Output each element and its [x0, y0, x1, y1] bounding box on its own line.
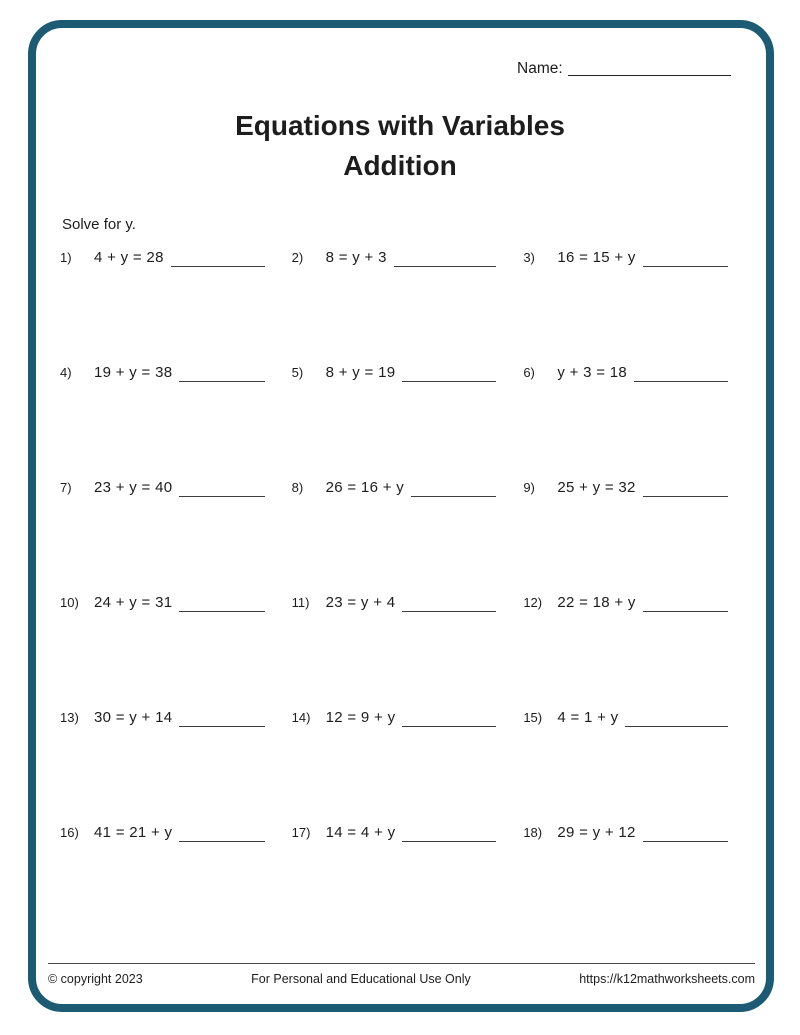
- problem-equation: 16 = 15 + y: [557, 249, 636, 266]
- problem-item: [523, 246, 728, 268]
- problem-item: [523, 361, 728, 383]
- problem-number: 17): [291, 825, 311, 840]
- answer-blank[interactable]: [643, 496, 728, 497]
- problem-number: 5): [291, 365, 304, 380]
- problem-item: [60, 246, 265, 268]
- problem-equation: 23 = y + 4: [325, 594, 396, 611]
- problem-number: 7): [60, 480, 72, 495]
- problem-number: 15): [523, 710, 543, 725]
- answer-blank[interactable]: [402, 726, 496, 727]
- problem-number: 2): [291, 250, 304, 265]
- problem-item: [292, 591, 497, 613]
- problem-equation: 19 + y = 38: [94, 364, 173, 381]
- problem-equation: 29 = y + 12: [557, 824, 636, 841]
- problem-item: [60, 476, 265, 498]
- problem-item: [60, 821, 265, 843]
- problem-equation: 24 + y = 31: [94, 594, 173, 611]
- answer-blank[interactable]: [643, 841, 728, 842]
- problem-equation: 12 = 9 + y: [325, 709, 396, 726]
- answer-blank[interactable]: [411, 496, 496, 497]
- problem-number: 18): [523, 825, 543, 840]
- answer-blank[interactable]: [402, 611, 496, 612]
- problem-item: [523, 591, 728, 613]
- answer-blank[interactable]: [179, 611, 264, 612]
- problem-equation: y + 3 = 18: [557, 364, 628, 381]
- problem-item: [523, 476, 728, 498]
- problem-equation: 8 + y = 19: [325, 364, 396, 381]
- problem-item: [60, 706, 265, 728]
- footer-usage: For Personal and Educational Use Only: [251, 972, 471, 986]
- problem-number: 12): [523, 595, 543, 610]
- problem-equation: 22 = 18 + y: [557, 594, 636, 611]
- problem-item: [292, 361, 497, 383]
- problem-equation: 4 + y = 28: [94, 249, 164, 266]
- footer: [48, 972, 755, 986]
- answer-blank[interactable]: [179, 726, 264, 727]
- problem-equation: 41 = 21 + y: [94, 824, 173, 841]
- answer-blank[interactable]: [394, 266, 497, 267]
- problem-number: 1): [60, 250, 72, 265]
- name-row: [517, 60, 731, 78]
- answer-blank[interactable]: [402, 841, 496, 842]
- problem-equation: 8 = y + 3: [325, 249, 387, 266]
- instruction-text: Solve for y.: [62, 216, 136, 233]
- answer-blank[interactable]: [643, 266, 728, 267]
- problem-item: [523, 821, 728, 843]
- problem-number: 8): [291, 480, 304, 495]
- problem-number: 11): [291, 595, 310, 610]
- answer-blank[interactable]: [625, 726, 728, 727]
- problem-number: 9): [523, 480, 535, 495]
- footer-url[interactable]: https://k12mathworksheets.com: [579, 972, 755, 986]
- problem-item: [60, 591, 265, 613]
- problem-item: [60, 361, 265, 383]
- problem-number: 3): [523, 250, 535, 265]
- problem-equation: 26 = 16 + y: [325, 479, 405, 496]
- problem-item: [292, 246, 497, 268]
- answer-blank[interactable]: [179, 381, 264, 382]
- problem-equation: 30 = y + 14: [94, 709, 173, 726]
- title-line-1: Equations with Variables: [235, 110, 565, 141]
- problem-number: 16): [60, 825, 79, 840]
- problem-equation: 4 = 1 + y: [557, 709, 619, 726]
- title-line-2: Addition: [343, 150, 457, 181]
- problem-item: [292, 821, 497, 843]
- answer-blank[interactable]: [179, 496, 264, 497]
- problem-item: [292, 476, 497, 498]
- answer-blank[interactable]: [179, 841, 264, 842]
- problem-item: [292, 706, 497, 728]
- answer-blank[interactable]: [402, 381, 496, 382]
- problem-number: 10): [60, 595, 79, 610]
- answer-blank[interactable]: [643, 611, 728, 612]
- problem-equation: 14 = 4 + y: [325, 824, 396, 841]
- answer-blank[interactable]: [634, 381, 728, 382]
- problem-number: 6): [523, 365, 535, 380]
- problem-number: 13): [60, 710, 79, 725]
- problem-equation: 25 + y = 32: [557, 479, 636, 496]
- worksheet-title: [0, 106, 800, 186]
- problems-grid: [60, 246, 728, 936]
- problem-number: 4): [60, 365, 72, 380]
- footer-copyright: © copyright 2023: [48, 972, 143, 986]
- problem-equation: 23 + y = 40: [94, 479, 173, 496]
- problem-number: 14): [291, 710, 311, 725]
- name-label: Name:: [517, 60, 563, 77]
- name-blank[interactable]: [568, 75, 731, 76]
- footer-divider: [48, 963, 755, 964]
- problem-item: [523, 706, 728, 728]
- answer-blank[interactable]: [171, 266, 265, 267]
